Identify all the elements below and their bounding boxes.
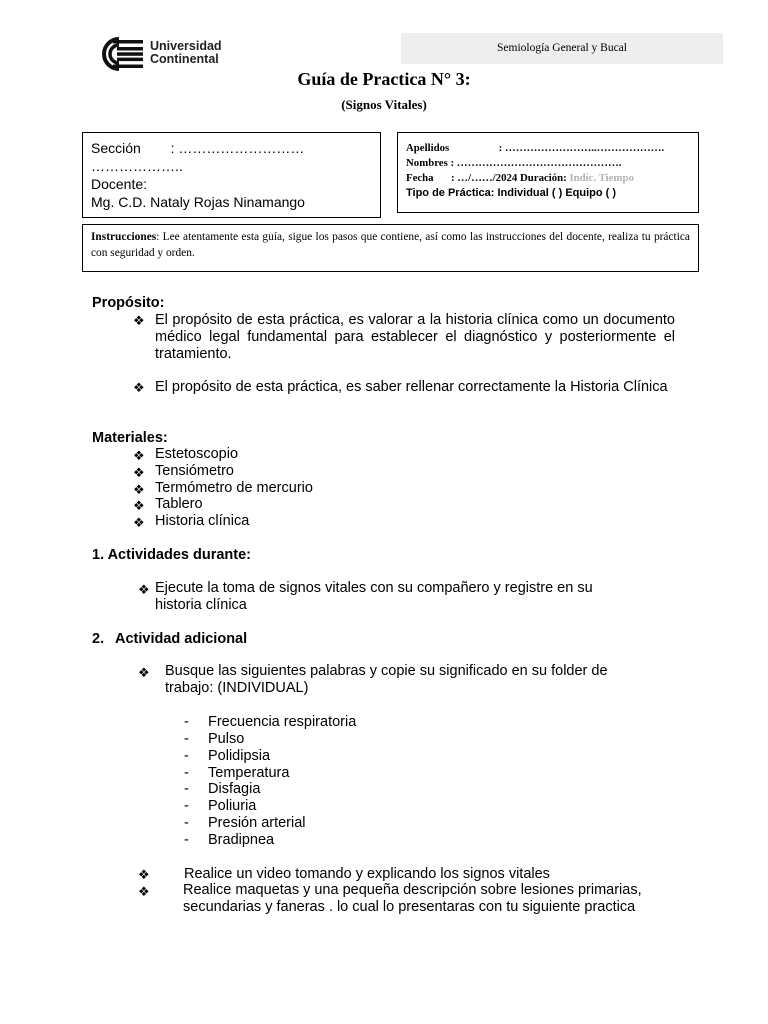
section-row xyxy=(91,139,372,157)
adicional-item-3: Realice maquetas y una pequeña descripción sobre lesiones primarias, secundarias y faneras . lo cual lo presentaras con tu siguiente practica xyxy=(183,882,642,915)
dash-bullet: - xyxy=(184,731,189,747)
nombres-label: Nombres xyxy=(406,157,448,169)
diamond-bullet-icon: ❖ xyxy=(138,665,150,680)
practice-type: Tipo de Práctica: Individual ( ) Equipo ( ) xyxy=(406,187,617,199)
diamond-bullet-icon: ❖ xyxy=(133,448,145,463)
word-item: Poliuria xyxy=(208,798,257,814)
word-item: Pulso xyxy=(208,731,245,747)
material-item: Historia clínica xyxy=(155,513,250,529)
materiales-heading: Materiales: xyxy=(92,430,168,446)
page-subtitle: (Signos Vitales) xyxy=(341,97,427,112)
instructions-box xyxy=(82,224,699,272)
material-item: Termómetro de mercurio xyxy=(155,480,313,496)
section-blank-2: ……………….. xyxy=(91,158,183,174)
diamond-bullet-icon: ❖ xyxy=(138,582,150,597)
teacher-label: Docente: xyxy=(91,176,148,192)
instructions-label: Instrucciones xyxy=(91,231,157,243)
adicional-heading: Actividad adicional xyxy=(115,631,248,647)
word-item: Polidipsia xyxy=(208,748,271,764)
proposito-heading: Propósito: xyxy=(92,295,165,311)
diamond-bullet-icon: ❖ xyxy=(133,465,145,480)
fecha-label: Fecha xyxy=(406,172,434,184)
apellidos-row xyxy=(406,141,690,156)
diamond-bullet-icon: ❖ xyxy=(133,498,145,513)
proposito-item-1: El propósito de esta práctica, es valorar a la historia clínica como un documento médico legal fundamental para establecer el diagnóstico y posteriormente el tratamiento. xyxy=(155,312,675,362)
word-item: Temperatura xyxy=(208,765,290,781)
section-blank: : ……………………… xyxy=(170,140,305,156)
diamond-bullet-icon: ❖ xyxy=(133,380,145,395)
word-item: Presión arterial xyxy=(208,815,306,831)
nombres-blank: : ………………………………………. xyxy=(450,157,622,169)
material-item: Estetoscopio xyxy=(155,446,239,462)
word-item: Frecuencia respiratoria xyxy=(208,714,357,730)
actividades-item: Ejecute la toma de signos vitales con su compañero y registre en su historia clínica xyxy=(155,580,593,613)
diamond-bullet-icon: ❖ xyxy=(133,313,145,328)
actividades-heading: 1. Actividades durante: xyxy=(92,547,252,563)
page-title: Guía de Practica N° 3: xyxy=(297,69,471,89)
word-item: Disfagia xyxy=(208,781,261,797)
dash-bullet: - xyxy=(184,748,189,764)
continental-logo-icon xyxy=(93,37,145,71)
teacher-name: Mg. C.D. Nataly Rojas Ninamango xyxy=(91,194,305,210)
dash-bullet: - xyxy=(184,832,189,848)
diamond-bullet-icon: ❖ xyxy=(133,482,145,497)
dash-bullet: - xyxy=(184,798,189,814)
section-teacher-box xyxy=(82,132,381,218)
instructions-text: : Lee atentamente esta guía, sigue los pasos que contiene, así como las instrucciones del docente, realiza tu práctica con seguridad y orden. xyxy=(91,231,690,259)
section-label: Sección xyxy=(91,140,141,156)
dash-bullet: - xyxy=(184,714,189,730)
adicional-item-1: Busque las siguientes palabras y copie su significado en su folder de trabajo: (INDIVIDUAL) xyxy=(165,663,608,696)
diamond-bullet-icon: ❖ xyxy=(138,867,150,882)
university-name-line1: Universidad xyxy=(150,39,222,53)
proposito-item-2: El propósito de esta práctica, es saber rellenar correctamente la Historia Clínica xyxy=(155,379,668,395)
university-logo xyxy=(93,37,233,71)
word-item: Bradipnea xyxy=(208,832,275,848)
fecha-blank: : …/……/2024 Duración: xyxy=(451,172,567,184)
adicional-heading-number: 2. xyxy=(92,631,105,647)
university-name-line2: Continental xyxy=(150,52,219,66)
adicional-item-2: Realice un video tomando y explicando los signos vitales xyxy=(184,866,550,882)
course-name: Semiología General y Bucal xyxy=(401,33,723,64)
duration-hint: Indic. Tiempo xyxy=(569,172,634,184)
dash-bullet: - xyxy=(184,781,189,797)
fecha-row xyxy=(406,171,690,186)
material-item: Tensiómetro xyxy=(155,463,234,479)
diamond-bullet-icon: ❖ xyxy=(133,515,145,530)
diamond-bullet-icon: ❖ xyxy=(138,884,150,899)
material-item: Tablero xyxy=(155,496,203,512)
nombres-row xyxy=(406,156,690,171)
apellidos-blank: : ……………………..………………. xyxy=(498,142,665,154)
dash-bullet: - xyxy=(184,765,189,781)
student-info-box xyxy=(397,132,699,213)
apellidos-label: Apellidos xyxy=(406,142,450,154)
dash-bullet: - xyxy=(184,815,189,831)
